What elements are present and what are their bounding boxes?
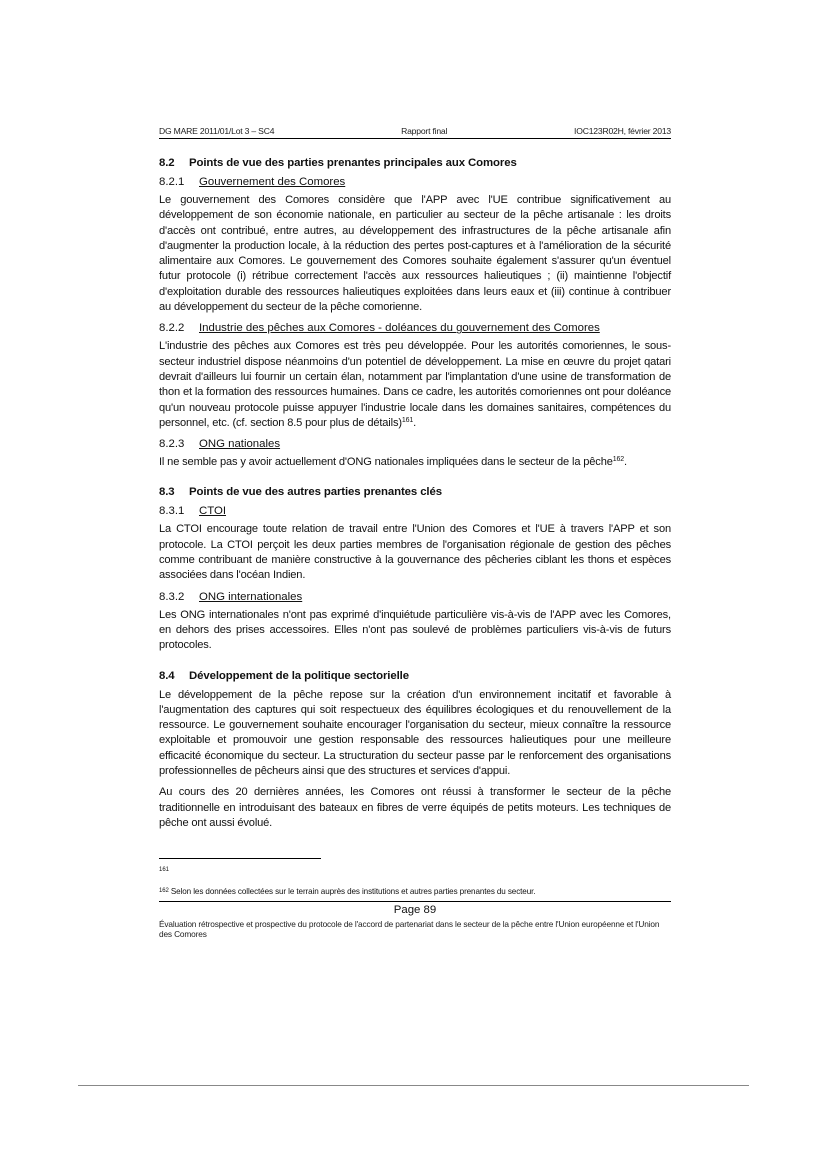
paragraph-ong-nationales: [159, 455, 671, 470]
subsection-8-2-2-heading: [159, 322, 671, 334]
paragraph-gouvernement: Le gouvernement des Comores considère que l'APP avec l'UE contribue significativement au développement de son économie nationale, en particulier au secteur de la pêche artisanale : les droits d'accès ont contribué, entre autres, au développement des infrastructures de la pêche artisanale afin d'augmenter la production locale, à la réduction des pertes post-captures et à l'amélioration de la sécurité alimentaire aux Comores. Le gouvernement des Comores souhaite également s'assurer qu'un éventuel futur protocole (i) rétribue correctement l'accès aux ressources halieutiques ; (ii) maintienne l'objectif d'exploitation durable des ressources halieutiques exploitées dans leurs eaux et (iii) continue à contribuer au développement du secteur de la pêche comorienne.: [159, 194, 671, 314]
section-number: 8.2: [159, 157, 175, 169]
footnote-162: [159, 887, 671, 897]
footer-separator: [159, 901, 671, 902]
paragraph-ong-internationales: Les ONG internationales n'ont pas exprimé d'inquiétude particulière vis-à-vis de l'APP avec les Comores, en dehors des prises accessoires. Elles n'ont pas soulevé de problèmes particuliers vis-à-vis de futurs protocoles.: [159, 608, 671, 652]
subsection-title: ONG internationales: [199, 590, 303, 603]
page-number: Page 89: [393, 904, 437, 917]
section-8-2-heading: [159, 157, 671, 169]
footer-document-title: Évaluation rétrospective et prospective du protocole de l'accord de partenariat dans le secteur de la pêche entre l'Union européenne et l'Union des Comores: [159, 919, 660, 940]
subsection-8-2-1-heading: [159, 176, 671, 188]
footnote-separator: [159, 858, 321, 859]
paragraph-politique-2: Au cours des 20 dernières années, les Comores ont réussi à transformer le secteur de la pêche traditionnelle en introduisant des bateaux en fibres de verre équipés de petits moteurs. Les techniques de pêche ont aussi évolué.: [159, 786, 671, 829]
paragraph-industrie: [159, 339, 671, 431]
footnote-ref-162[interactable]: 162: [612, 456, 624, 464]
subsection-8-3-1-heading: [159, 505, 671, 517]
paragraph-text: L'industrie des pêches aux Comores est très peu développée. Pour les autorités comoriennes, le sous-secteur industriel dispose néanmoins d'un potentiel de développement. La mise en œuvre du projet qatari devrait d'ailleurs lui fournir un certain élan, notamment par l'implantation d'une usine de transformation de thon et la formation des ressources humaines. Dans ce cadre, les autorités comoriennes ont pour doléance qu'un nouveau protocole puisse appuyer l'industrie locale dans les domaines sanitaires, compétences du personnel, etc. (cf. section 8.5 pour plus de détails): [159, 340, 671, 429]
section-8-3-heading: [159, 486, 671, 498]
subsection-8-2-3-heading: [159, 438, 671, 450]
paragraph-politique-1: Le développement de la pêche repose sur la création d'un environnement incitatif et favorable à l'augmentation des captures qui soit respectueux des équilibres écologiques et du renouvellement de la ressource. Le gouvernement souhaite encourager l'organisation du secteur, mieux connaître la ressource exploitable et promouvoir une gestion responsable des ressources halieutiques pour une meilleure efficacité économique du secteur. La structuration du secteur passe par le renforcement des organisations professionnelles de pêcheurs ainsi que des structures et services d'appui.: [159, 688, 671, 778]
subsection-title: ONG nationales: [199, 438, 281, 451]
subsection-number: 8.2.3: [159, 438, 185, 451]
paragraph-end: .: [413, 416, 417, 429]
header-left: DG MARE 2011/01/Lot 3 – SC4: [159, 126, 275, 136]
section-number: 8.4: [159, 669, 175, 682]
subsection-title: Gouvernement des Comores: [199, 176, 346, 188]
header-right: IOC123R02H, février 2013: [574, 126, 671, 136]
subsection-number: 8.2.1: [159, 176, 185, 188]
subsection-title: CTOI: [199, 505, 227, 518]
section-title: Points de vue des autres parties prenantes clés: [189, 486, 442, 499]
subsection-title: Industrie des pêches aux Comores - doléances du gouvernement des Comores: [199, 322, 600, 335]
paragraph-ctoi: La CTOI encourage toute relation de travail entre l'Union des Comores et l'UE à travers l'APP et son protocole. La CTOI perçoit les deux parties membres de l'organisation régionale de gestion des pêches comme contribuant de manière constructive à la gouvernance des pêcheries ciblant les thons et espèces associées dans l'océan Indien.: [159, 523, 671, 582]
section-number: 8.3: [159, 486, 175, 499]
page-bottom-line: [78, 1085, 749, 1086]
subsection-number: 8.3.1: [159, 505, 185, 518]
footnote-number: 161: [159, 867, 170, 874]
footnote-161: [159, 866, 671, 876]
subsection-8-3-2-heading: [159, 591, 671, 603]
footnote-text: Selon les données collectées sur le terrain auprès des institutions et autres parties prenantes du secteur.: [170, 887, 536, 897]
footnote-ref-161[interactable]: 161: [401, 416, 414, 424]
paragraph-end: .: [623, 456, 627, 469]
subsection-number: 8.3.2: [159, 590, 185, 603]
document-page: [159, 126, 671, 939]
section-title: Points de vue des parties prenantes principales aux Comores: [189, 157, 517, 169]
header-center: Rapport final: [401, 126, 448, 136]
section-title: Développement de la politique sectorielle: [189, 669, 409, 682]
section-8-4-heading: [159, 670, 671, 682]
paragraph-text: Il ne semble pas y avoir actuellement d'ONG nationales impliquées dans le secteur de la pêche: [159, 456, 613, 469]
subsection-number: 8.2.2: [159, 322, 185, 335]
running-header: [159, 126, 671, 139]
footnote-number: 162: [159, 888, 169, 895]
